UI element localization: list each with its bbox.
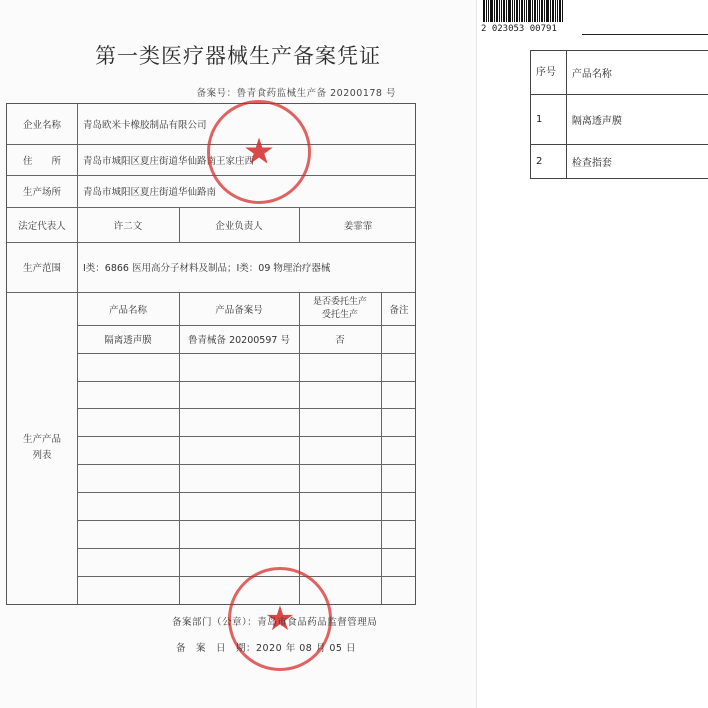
production-site-value: 青岛市城阳区夏庄街道华仙路南 (83, 187, 217, 198)
principal-value: 姜霏霏 (343, 220, 373, 232)
address-label: 住 所 (22, 155, 61, 167)
legal-rep-label: 法定代表人 (18, 220, 66, 232)
company-seal (207, 100, 311, 204)
seal-star-icon: ★ (264, 599, 296, 639)
header-entrusted: 是否委托生产 受托生产 (312, 296, 367, 320)
header-note: 备注 (389, 304, 409, 316)
row-product-name: 隔离透声膜 (566, 95, 708, 145)
barcode-number: 2 023053 00791 (481, 24, 557, 34)
company-name-value: 青岛欧米卡橡胶制品有限公司 (83, 120, 207, 131)
product-list-label: 生产产品 列表 (22, 434, 61, 461)
product-record-cell: 鲁青械备 20200597 号 (188, 335, 290, 346)
production-site-label: 生产场所 (22, 187, 61, 198)
principal-label: 企业负责人 (215, 220, 263, 232)
page-divider (476, 0, 477, 708)
seal-star-icon: ★ (242, 131, 276, 173)
scope-value: Ⅰ类：6866 医用高分子材料及制品；Ⅰ类：09 物理治疗器械 (83, 263, 331, 274)
header-product-name: 产品名称 (566, 51, 708, 95)
scope-label: 生产范围 (22, 263, 61, 274)
row-serial-no: 2 (531, 145, 567, 179)
product-entrusted-cell: 否 (335, 335, 345, 346)
legal-rep-value: 许二文 (113, 220, 143, 232)
header-product-name: 产品名称 (108, 304, 147, 316)
product-name-cell: 隔离透声膜 (104, 335, 152, 346)
certificate-title: 第一类医疗器械生产备案凭证 (95, 44, 381, 68)
row-serial-no: 1 (531, 95, 567, 145)
attachment-product-table (530, 50, 708, 179)
company-name-label: 企业名称 (22, 120, 61, 131)
header-serial-no: 序号 (531, 51, 567, 95)
signature-line (582, 34, 708, 35)
address-value: 青岛市城阳区夏庄街道华仙路南王家庄西 (83, 155, 255, 167)
filing-date: 备 案 日 期：2020 年 08 月 05 日 (176, 643, 356, 654)
certificate-table (6, 103, 416, 605)
header-record-no: 产品备案号 (215, 304, 263, 316)
row-product-name: 检查指套 (566, 145, 708, 179)
filing-department: 备案部门（公章）：青岛市食品药品监督管理局 (172, 617, 378, 628)
filing-number: 备案号：鲁青食药监械生产备 20200178 号 (196, 88, 396, 99)
